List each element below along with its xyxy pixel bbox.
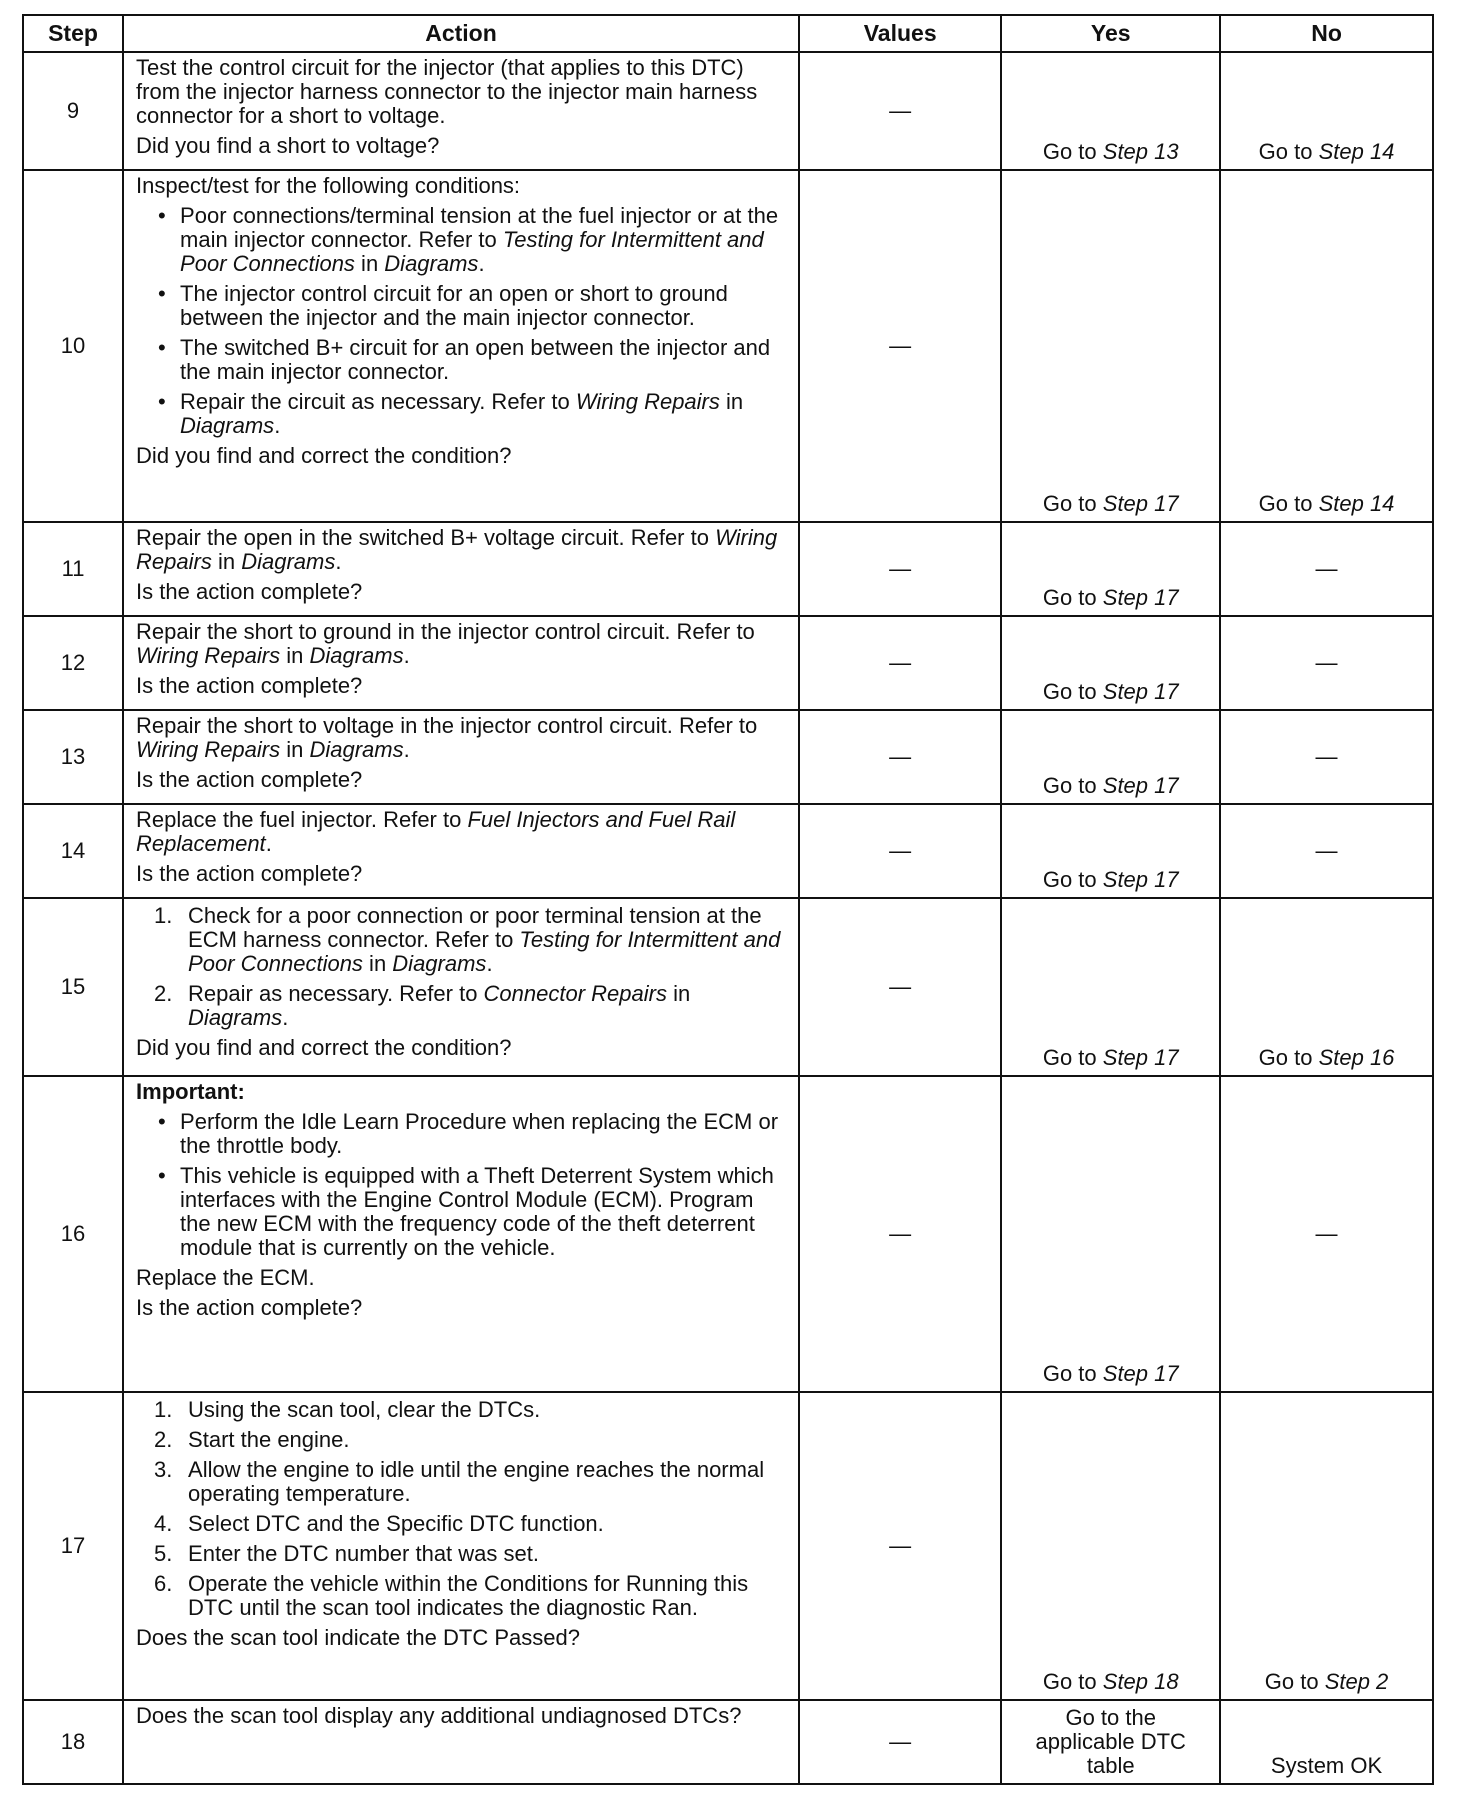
- no-cell: [1220, 52, 1433, 170]
- values-cell: —: [799, 522, 1001, 616]
- ref-link[interactable]: Wiring Repairs: [575, 389, 720, 414]
- action-cell: [123, 1392, 799, 1700]
- action-question: Is the action complete?: [136, 579, 363, 604]
- action-cell: [123, 52, 799, 170]
- bullet-item: • Repair the circuit as necessary. Refer to Wiring Repairs in Diagrams.: [136, 390, 788, 438]
- action-cell: [123, 804, 799, 898]
- action-text: Test the control circuit for the injector (that applies to this DTC) from the injector harness connector to the injector main harness connector for a short to voltage.: [136, 55, 758, 128]
- ref-link[interactable]: Diagrams: [180, 413, 275, 438]
- action-question: Is the action complete?: [136, 673, 363, 698]
- bullet-item: • The switched B+ circuit for an open between the injector and the main injector connector.: [136, 336, 788, 384]
- yes-step-link[interactable]: Step 13: [1102, 139, 1179, 164]
- yes-step-link[interactable]: Step 17: [1102, 679, 1179, 704]
- step-number: 13: [23, 710, 123, 804]
- yes-step-link[interactable]: Step 17: [1102, 585, 1179, 610]
- numbered-item: 2. Start the engine.: [154, 1427, 350, 1452]
- table-row: [23, 804, 1433, 898]
- action-cell: [123, 1700, 799, 1784]
- yes-step-link[interactable]: Step 17: [1102, 1045, 1179, 1070]
- yes-cell: Go to Step 17: [1001, 710, 1220, 804]
- bullet-item: • The injector control circuit for an open or short to ground between the injector and the main injector connector.: [136, 282, 788, 330]
- step-number: 15: [23, 898, 123, 1076]
- step-number: 18: [23, 1700, 123, 1784]
- numbered-item: 4. Select DTC and the Specific DTC function.: [154, 1511, 604, 1536]
- table-row: [23, 522, 1433, 616]
- action-cell: [123, 1076, 799, 1392]
- step-number: 17: [23, 1392, 123, 1700]
- bullet-item: • Poor connections/terminal tension at the fuel injector or at the main injector connector. Refer to Testing for Intermittent and Poor Connections in Diagrams.: [136, 204, 788, 276]
- action-cell: [123, 898, 799, 1076]
- ref-link[interactable]: Fuel Injectors and Fuel Rail Replacement: [136, 807, 736, 856]
- yes-cell: Go to Step 17: [1001, 170, 1220, 522]
- action-text: Repair the short to voltage in the injector control circuit. Refer to Wiring Repairs in Diagrams.: [136, 713, 758, 762]
- action-intro: Inspect/test for the following conditions:: [136, 173, 521, 198]
- no-cell: Go to Step 16: [1220, 898, 1433, 1076]
- step-number: 9: [23, 52, 123, 170]
- yes-cell: Go to Step 18: [1001, 1392, 1220, 1700]
- numbered-item: 1. Using the scan tool, clear the DTCs.: [154, 1397, 541, 1422]
- ref-link[interactable]: Diagrams: [241, 549, 336, 574]
- header-row: [23, 15, 1433, 52]
- no-cell: —: [1220, 616, 1433, 710]
- values-cell: —: [799, 1076, 1001, 1392]
- no-step-link[interactable]: Step 14: [1318, 139, 1395, 164]
- ref-link[interactable]: Wiring Repairs: [136, 737, 281, 762]
- values-cell: —: [799, 804, 1001, 898]
- step-number: 16: [23, 1076, 123, 1392]
- table-row: [23, 1392, 1433, 1700]
- no-cell: System OK: [1220, 1700, 1433, 1784]
- ref-link[interactable]: Connector Repairs: [483, 981, 667, 1006]
- ref-link[interactable]: Wiring Repairs: [136, 525, 778, 574]
- numbered-item: 5. Enter the DTC number that was set.: [154, 1541, 539, 1566]
- table-row: [23, 710, 1433, 804]
- ref-link[interactable]: Testing for Intermittent and Poor Connections: [180, 227, 764, 276]
- yes-cell: Go to Step 17: [1001, 522, 1220, 616]
- table-row: [23, 1076, 1433, 1392]
- header-yes: Yes: [1001, 15, 1220, 52]
- ref-link[interactable]: Wiring Repairs: [136, 643, 281, 668]
- bullet-item: • This vehicle is equipped with a Theft Deterrent System which interfaces with the Engine Control Module (ECM). Program the new ECM with the frequency code of the theft deterrent module that is currently on the vehicle.: [136, 1164, 788, 1260]
- yes-cell: Go to Step 17: [1001, 898, 1220, 1076]
- table-row: [23, 898, 1433, 1076]
- action-question: Is the action complete?: [136, 1295, 363, 1320]
- action-question: Is the action complete?: [136, 767, 363, 792]
- ref-link[interactable]: Diagrams: [309, 737, 404, 762]
- action-text: Replace the ECM.: [136, 1265, 315, 1290]
- header-action: Action: [123, 15, 799, 52]
- step-number: 11: [23, 522, 123, 616]
- action-question: Did you find and correct the condition?: [136, 443, 512, 468]
- ref-link[interactable]: Testing for Intermittent and Poor Connections: [188, 927, 781, 976]
- action-text: Repair the short to ground in the injector control circuit. Refer to Wiring Repairs in Diagrams.: [136, 619, 755, 668]
- table-row: [23, 52, 1433, 170]
- ref-link[interactable]: Diagrams: [392, 951, 487, 976]
- action-question: Does the scan tool display any additional undiagnosed DTCs?: [136, 1703, 742, 1728]
- step-number: 14: [23, 804, 123, 898]
- yes-step-link[interactable]: Step 17: [1102, 773, 1179, 798]
- yes-cell: [1001, 52, 1220, 170]
- header-no: No: [1220, 15, 1433, 52]
- no-cell: —: [1220, 522, 1433, 616]
- no-cell: —: [1220, 710, 1433, 804]
- bullet-item: • Perform the Idle Learn Procedure when replacing the ECM or the throttle body.: [136, 1110, 788, 1158]
- no-step-link[interactable]: Step 2: [1324, 1669, 1389, 1694]
- step-number: 12: [23, 616, 123, 710]
- table-row: [23, 1700, 1433, 1784]
- yes-cell: Go to Step 17: [1001, 804, 1220, 898]
- numbered-item: 1. Check for a poor connection or poor terminal tension at the ECM harness connector. Refer to Testing for Intermittent and Poor Connections in Diagrams.: [154, 903, 781, 976]
- action-question: Is the action complete?: [136, 861, 363, 886]
- step-number: 10: [23, 170, 123, 522]
- no-step-link[interactable]: Step 16: [1318, 1045, 1395, 1070]
- important-label: Important:: [136, 1079, 245, 1104]
- yes-step-link[interactable]: Step 17: [1102, 491, 1179, 516]
- values-cell: —: [799, 170, 1001, 522]
- yes-step-link[interactable]: Step 18: [1102, 1669, 1179, 1694]
- action-text: Repair the open in the switched B+ voltage circuit. Refer to Wiring Repairs in Diagrams.: [136, 525, 778, 574]
- yes-cell: Go to Step 17: [1001, 616, 1220, 710]
- no-step-link[interactable]: Step 14: [1318, 491, 1395, 516]
- action-question: Does the scan tool indicate the DTC Passed?: [136, 1625, 580, 1650]
- yes-cell[interactable]: Go to the applicable DTC table: [1001, 1700, 1220, 1784]
- action-text: Replace the fuel injector. Refer to Fuel Injectors and Fuel Rail Replacement.: [136, 807, 736, 856]
- numbered-item: 2. Repair as necessary. Refer to Connector Repairs in Diagrams.: [154, 981, 691, 1030]
- no-cell: Go to Step 14: [1220, 170, 1433, 522]
- yes-step-link[interactable]: Step 17: [1102, 867, 1179, 892]
- table-row: [23, 616, 1433, 710]
- action-question: Did you find a short to voltage?: [136, 133, 440, 158]
- values-cell: —: [799, 898, 1001, 1076]
- action-cell: [123, 522, 799, 616]
- no-prefix: Go to: [1258, 139, 1319, 164]
- yes-prefix: Go to: [1042, 139, 1103, 164]
- values-cell: —: [799, 1392, 1001, 1700]
- yes-cell: Go to Step 17: [1001, 1076, 1220, 1392]
- numbered-item: 3. Allow the engine to idle until the engine reaches the normal operating temperature.: [154, 1457, 765, 1506]
- table-row: [23, 170, 1433, 522]
- no-cell: Go to Step 2: [1220, 1392, 1433, 1700]
- action-cell: [123, 616, 799, 710]
- action-question: Did you find and correct the condition?: [136, 1035, 512, 1060]
- header-step: Step: [23, 15, 123, 52]
- values-cell: —: [799, 52, 1001, 170]
- action-cell: [123, 710, 799, 804]
- yes-step-link[interactable]: Step 17: [1102, 1361, 1179, 1386]
- diagnostic-table: [22, 14, 1434, 1785]
- ref-link[interactable]: Diagrams: [309, 643, 404, 668]
- no-cell: —: [1220, 804, 1433, 898]
- values-cell: —: [799, 710, 1001, 804]
- header-values: Values: [799, 15, 1001, 52]
- no-cell: —: [1220, 1076, 1433, 1392]
- numbered-item: 6. Operate the vehicle within the Conditions for Running this DTC until the scan tool indicates the diagnostic Ran.: [154, 1571, 749, 1620]
- values-cell: —: [799, 1700, 1001, 1784]
- action-cell: [123, 170, 799, 522]
- ref-link[interactable]: Diagrams: [384, 251, 479, 276]
- ref-link[interactable]: Diagrams: [188, 1005, 283, 1030]
- values-cell: —: [799, 616, 1001, 710]
